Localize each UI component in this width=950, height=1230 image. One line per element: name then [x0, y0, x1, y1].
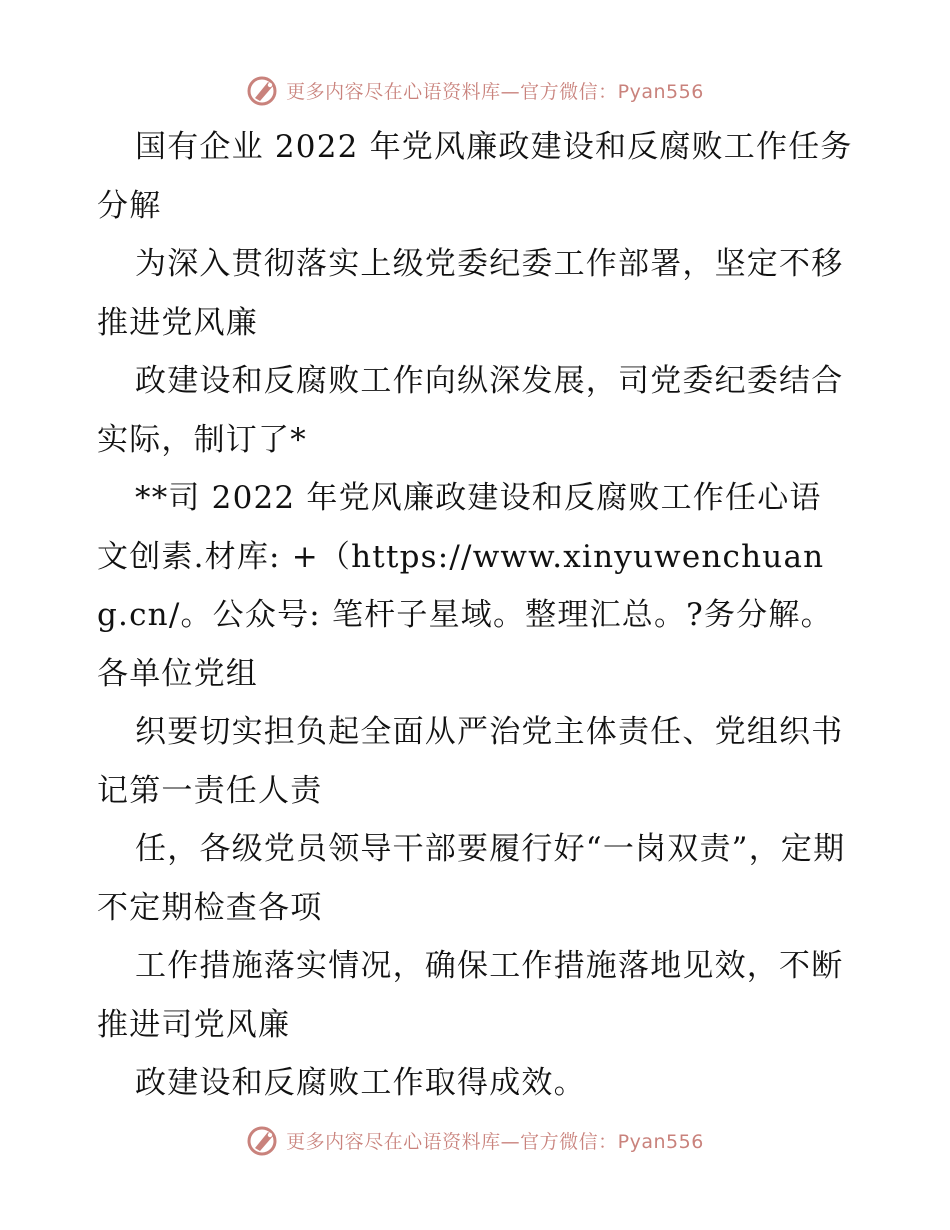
pen-logo-icon [246, 73, 280, 107]
paragraph-title: 国有企业 2022 年党风廉政建设和反腐败工作任务分解 [97, 129, 853, 224]
paragraph: 工作措施落实情况，确保工作措施落地见效，不断推进司党风廉 [97, 948, 844, 1043]
paragraph: 任，各级党员领导干部要履行好“一岗双责”，定期不定期检查各项 [97, 831, 846, 926]
paragraph: 织要切实担负起全面从严治党主体责任、党组织书记第一责任人责 [97, 714, 844, 809]
paragraph: 政建设和反腐败工作向纵深发展，司党委纪委结合实际，制订了* [97, 363, 844, 458]
pen-logo-icon [246, 1123, 280, 1157]
footer-watermark [0, 1122, 950, 1158]
paragraph: 为深入贯彻落实上级党委纪委工作部署，坚定不移推进党风廉 [97, 246, 844, 341]
paragraph: 政建设和反腐败工作取得成效。 [135, 1065, 586, 1101]
document-body [97, 118, 853, 1113]
watermark-text: 更多内容尽在心语资料库—官方微信：Pyan556 [286, 80, 704, 103]
header-watermark [0, 72, 950, 108]
watermark-text: 更多内容尽在心语资料库—官方微信：Pyan556 [286, 1130, 704, 1153]
paragraph: **司 2022 年党风廉政建设和反腐败工作任心语文创素.材库: +（https://www.xinyuwenchuang.cn/。公众号: 笔杆子星域。整理汇总。?务分解。各单位党组 [97, 480, 833, 692]
